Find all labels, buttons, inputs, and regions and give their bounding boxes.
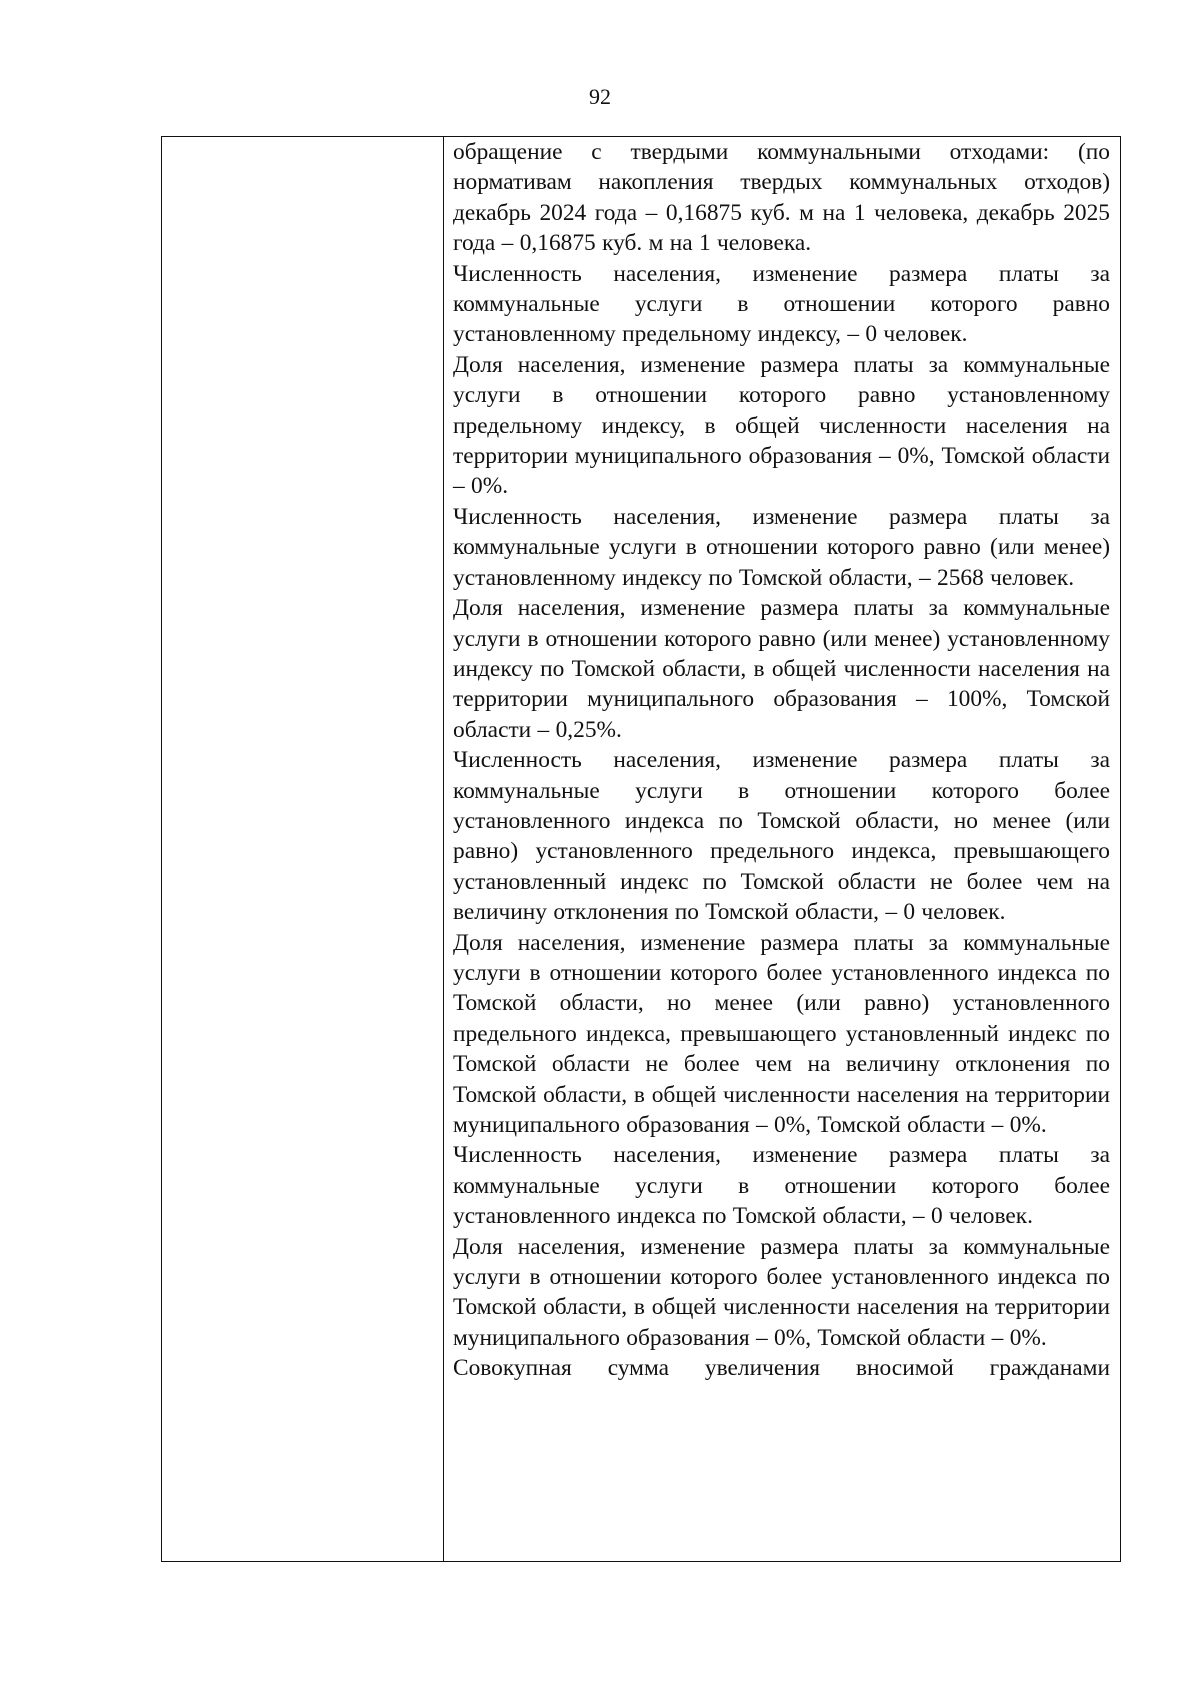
table-left-cell bbox=[162, 137, 444, 1561]
paragraph-total-increase: Совокупная сумма увеличения вносимой гражданами bbox=[453, 1355, 1110, 1382]
paragraph-population-equal-limit-index: Численность населения, изменение размера платы за коммунальные услуги в отношении которого равно установленному предельному индексу, – 0 человек. bbox=[453, 260, 1110, 348]
page-number: 92 bbox=[589, 84, 611, 109]
table-right-cell bbox=[444, 137, 1120, 1561]
document-table bbox=[161, 136, 1121, 1562]
paragraph-population-above-region-index: Численность населения, изменение размера платы за коммунальные услуги в отношении которого более установленного индекса по Томской области, – 0 человек. bbox=[453, 1142, 1110, 1230]
paragraph-tko-norms: обращение с твердыми коммунальными отходами: (по нормативам накопления твердых коммунальных отходов) декабрь 2024 года – 0,16875 куб. м на 1 человека, декабрь 2025 года – 0,16875 куб. м на 1 человека. bbox=[453, 139, 1110, 257]
paragraph-population-equal-or-less-region-index: Численность населения, изменение размера платы за коммунальные услуги в отношении которого равно (или менее) установленному индексу по Томской области, – 2568 человек. bbox=[453, 503, 1110, 591]
paragraph-population-above-region-within-deviation: Численность населения, изменение размера платы за коммунальные услуги в отношении которого более установленного индекса по Томской области, но менее (или равно) установленного предельного индекса, превышающего установленный индекс по Томской области не более чем на величину отклонения по Томской области, – 0 человек. bbox=[453, 747, 1110, 926]
paragraph-share-above-region-index: Доля населения, изменение размера платы за коммунальные услуги в отношении которого более установленного индекса по Томской области, в общей численности населения на территории муниципального образования – 0%, Томской области – 0%. bbox=[453, 1233, 1110, 1351]
paragraph-share-equal-limit-index: Доля населения, изменение размера платы за коммунальные услуги в отношении которого равно установленному предельному индексу, в общей численности населения на территории муниципального образования – 0%, Томской области – 0%. bbox=[453, 351, 1110, 500]
paragraph-share-equal-or-less-region-index: Доля населения, изменение размера платы за коммунальные услуги в отношении которого равно (или менее) установленному индексу по Томской области, в общей численности населения на территории муниципального образования – 100%, Томской области – 0,25%. bbox=[453, 595, 1110, 743]
paragraph-share-above-region-within-deviation: Доля населения, изменение размера платы за коммунальные услуги в отношении которого более установленного индекса по Томской области, но менее (или равно) установленного предельного индекса, превышающего установленный индекс по Томской области не более чем на величину отклонения по Томской области, в общей численности населения на территории муниципального образования – 0%, Томской области – 0%. bbox=[453, 929, 1110, 1138]
